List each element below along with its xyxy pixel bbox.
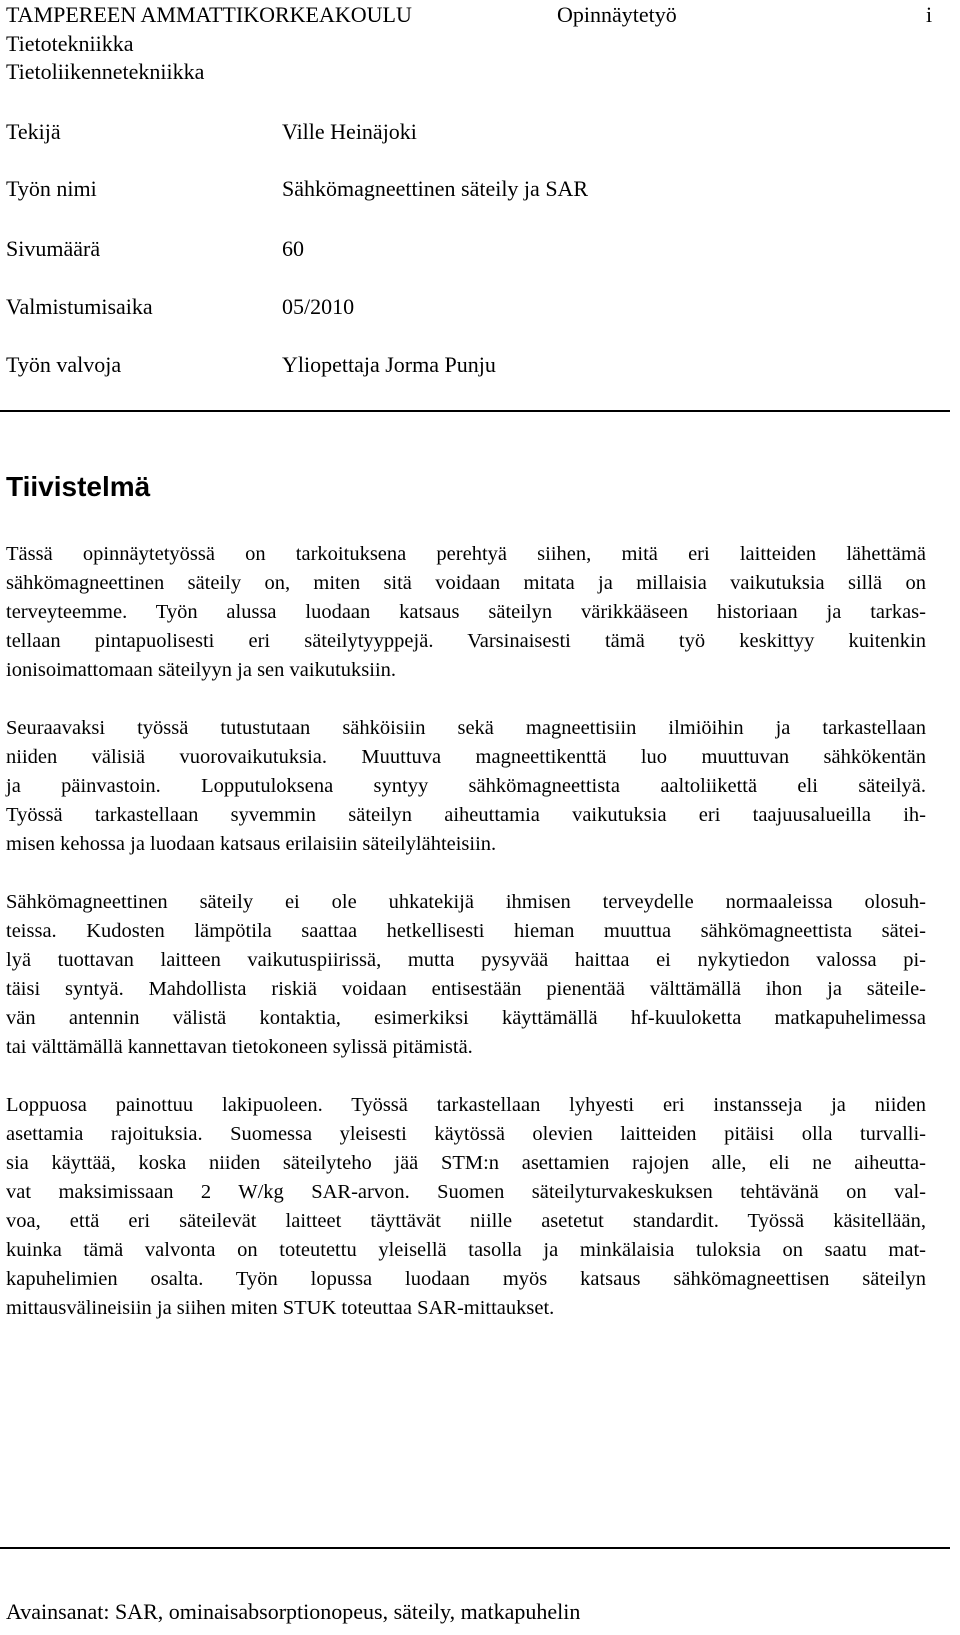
text-line: Työssä tarkastellaan syvemmin säteilyn aiheuttamia vaikutuksia eri taajuusalueilla ih- (6, 804, 926, 826)
text-line: vat maksimissaan 2 W/kg SAR-arvon. Suomen säteilyturvakeskuksen tehtävänä on val- (6, 1181, 926, 1203)
text-line: mittausvälineisiin ja siihen miten STUK toteuttaa SAR-mittaukset. (6, 1297, 555, 1319)
text-line: Sähkömagneettinen säteily ei ole uhkatekijä ihmisen terveydelle normaaleissa olosuh- (6, 891, 926, 913)
author-value: Ville Heinäjoki (282, 119, 417, 144)
author-label: Tekijä (6, 119, 61, 144)
top-divider (0, 410, 950, 412)
keywords: Avainsanat: SAR, ominaisabsorptionopeus, säteily, matkapuhelin (6, 1599, 581, 1624)
text-line: teissa. Kudosten lämpötila saattaa hetkellisesti hieman muuttua sähkömagneettista sätei- (6, 920, 926, 942)
abstract-paragraph (6, 1091, 926, 1323)
abstract-heading: Tiivistelmä (6, 471, 151, 502)
text-line: terveyteemme. Työn alussa luodaan katsaus säteilyn värikkääseen historiaan ja tarkas- (6, 601, 926, 623)
abstract-paragraph (6, 540, 926, 685)
pages-label: Sivumäärä (6, 236, 101, 261)
text-line: ja päinvastoin. Lopputuloksena syntyy sähkömagneettista aaltoliikettä eli säteilyä. (6, 775, 926, 797)
institution-name: TAMPEREEN AMMATTIKORKEAKOULU (6, 2, 412, 27)
bottom-divider (0, 1547, 950, 1549)
text-line: Seuraavaksi työssä tutustutaan sähköisiin sekä magneettisiin ilmiöihin ja tarkastellaan (6, 717, 926, 739)
text-line: sia käyttää, koska niiden säteilyteho jää STM:n asettamien rajojen alle, eli ne aiheutta- (6, 1152, 926, 1174)
text-line: sähkömagneettinen säteily on, miten sitä voidaan mitata ja millaisia vaikutuksia sillä on (6, 572, 926, 594)
text-line: niiden välisiä vuorovaikutuksia. Muuttuva magneettikenttä luo muuttuvan sähkökentän (6, 746, 926, 768)
text-line: lyä tuottavan laitteen vaikutuspiirissä, mutta pysyvää haittaa ei nykytiedon valossa pi- (6, 949, 926, 971)
text-line: Loppuosa painottuu lakipuoleen. Työssä tarkastellaan lyhyesti eri instansseja ja niiden (6, 1094, 926, 1116)
text-line: vän antennin välistä kontaktia, esimerkiksi käyttämällä hf-kuuloketta matkapuhelimessa (6, 1007, 926, 1029)
text-line: Tässä opinnäytetyössä on tarkoituksena perehtyä siihen, mitä eri laitteiden lähettämä (6, 543, 926, 565)
supervisor-label: Työn valvoja (6, 352, 122, 377)
text-line: tellaan pintapuolisesti eri säteilytyyppejä. Varsinaisesti tämä työ keskittyy kuitenkin (6, 630, 926, 652)
abstract-body (6, 540, 926, 1352)
title-value: Sähkömagneettinen säteily ja SAR (282, 176, 589, 201)
text-line: voa, että eri säteilevät laitteet täyttävät niille asetetut standardit. Työssä käsitellään, (6, 1210, 926, 1232)
abstract-paragraph (6, 888, 926, 1062)
text-line: ionisoimattomaan säteilyyn ja sen vaikutuksiin. (6, 659, 397, 681)
text-line: kapuhelimien osalta. Työn lopussa luodaan myös katsaus sähkömagneettisen säteilyn (6, 1268, 926, 1290)
completed-value: 05/2010 (282, 294, 355, 319)
page-number: i (926, 2, 933, 27)
text-line: misen kehossa ja luodaan katsaus erilaisiin säteilylähteisiin. (6, 833, 497, 855)
abstract-paragraph (6, 714, 926, 859)
text-line: tai välttämällä kannettavan tietokoneen sylissä pitämistä. (6, 1036, 473, 1058)
title-label: Työn nimi (6, 176, 97, 201)
text-line: kuinka tämä valvonta on toteutettu yleisellä tasolla ja minkälaisia tuloksia on saatu mat- (6, 1239, 926, 1261)
document-type: Opinnäytetyö (557, 2, 677, 27)
completed-label: Valmistumisaika (6, 294, 153, 319)
text-line: täisi syntyä. Mahdollista riskiä voidaan entisestään pienentää välttämällä ihon ja säteile- (6, 978, 926, 1000)
pages-value: 60 (282, 236, 304, 261)
department-name: Tietotekniikka (6, 31, 134, 56)
supervisor-value: Yliopettaja Jorma Punju (282, 352, 496, 377)
text-line: asettamia rajoituksia. Suomessa yleisesti käytössä olevien laitteiden pitäisi olla turvalli- (6, 1123, 926, 1145)
program-name: Tietoliikennetekniikka (6, 59, 205, 84)
